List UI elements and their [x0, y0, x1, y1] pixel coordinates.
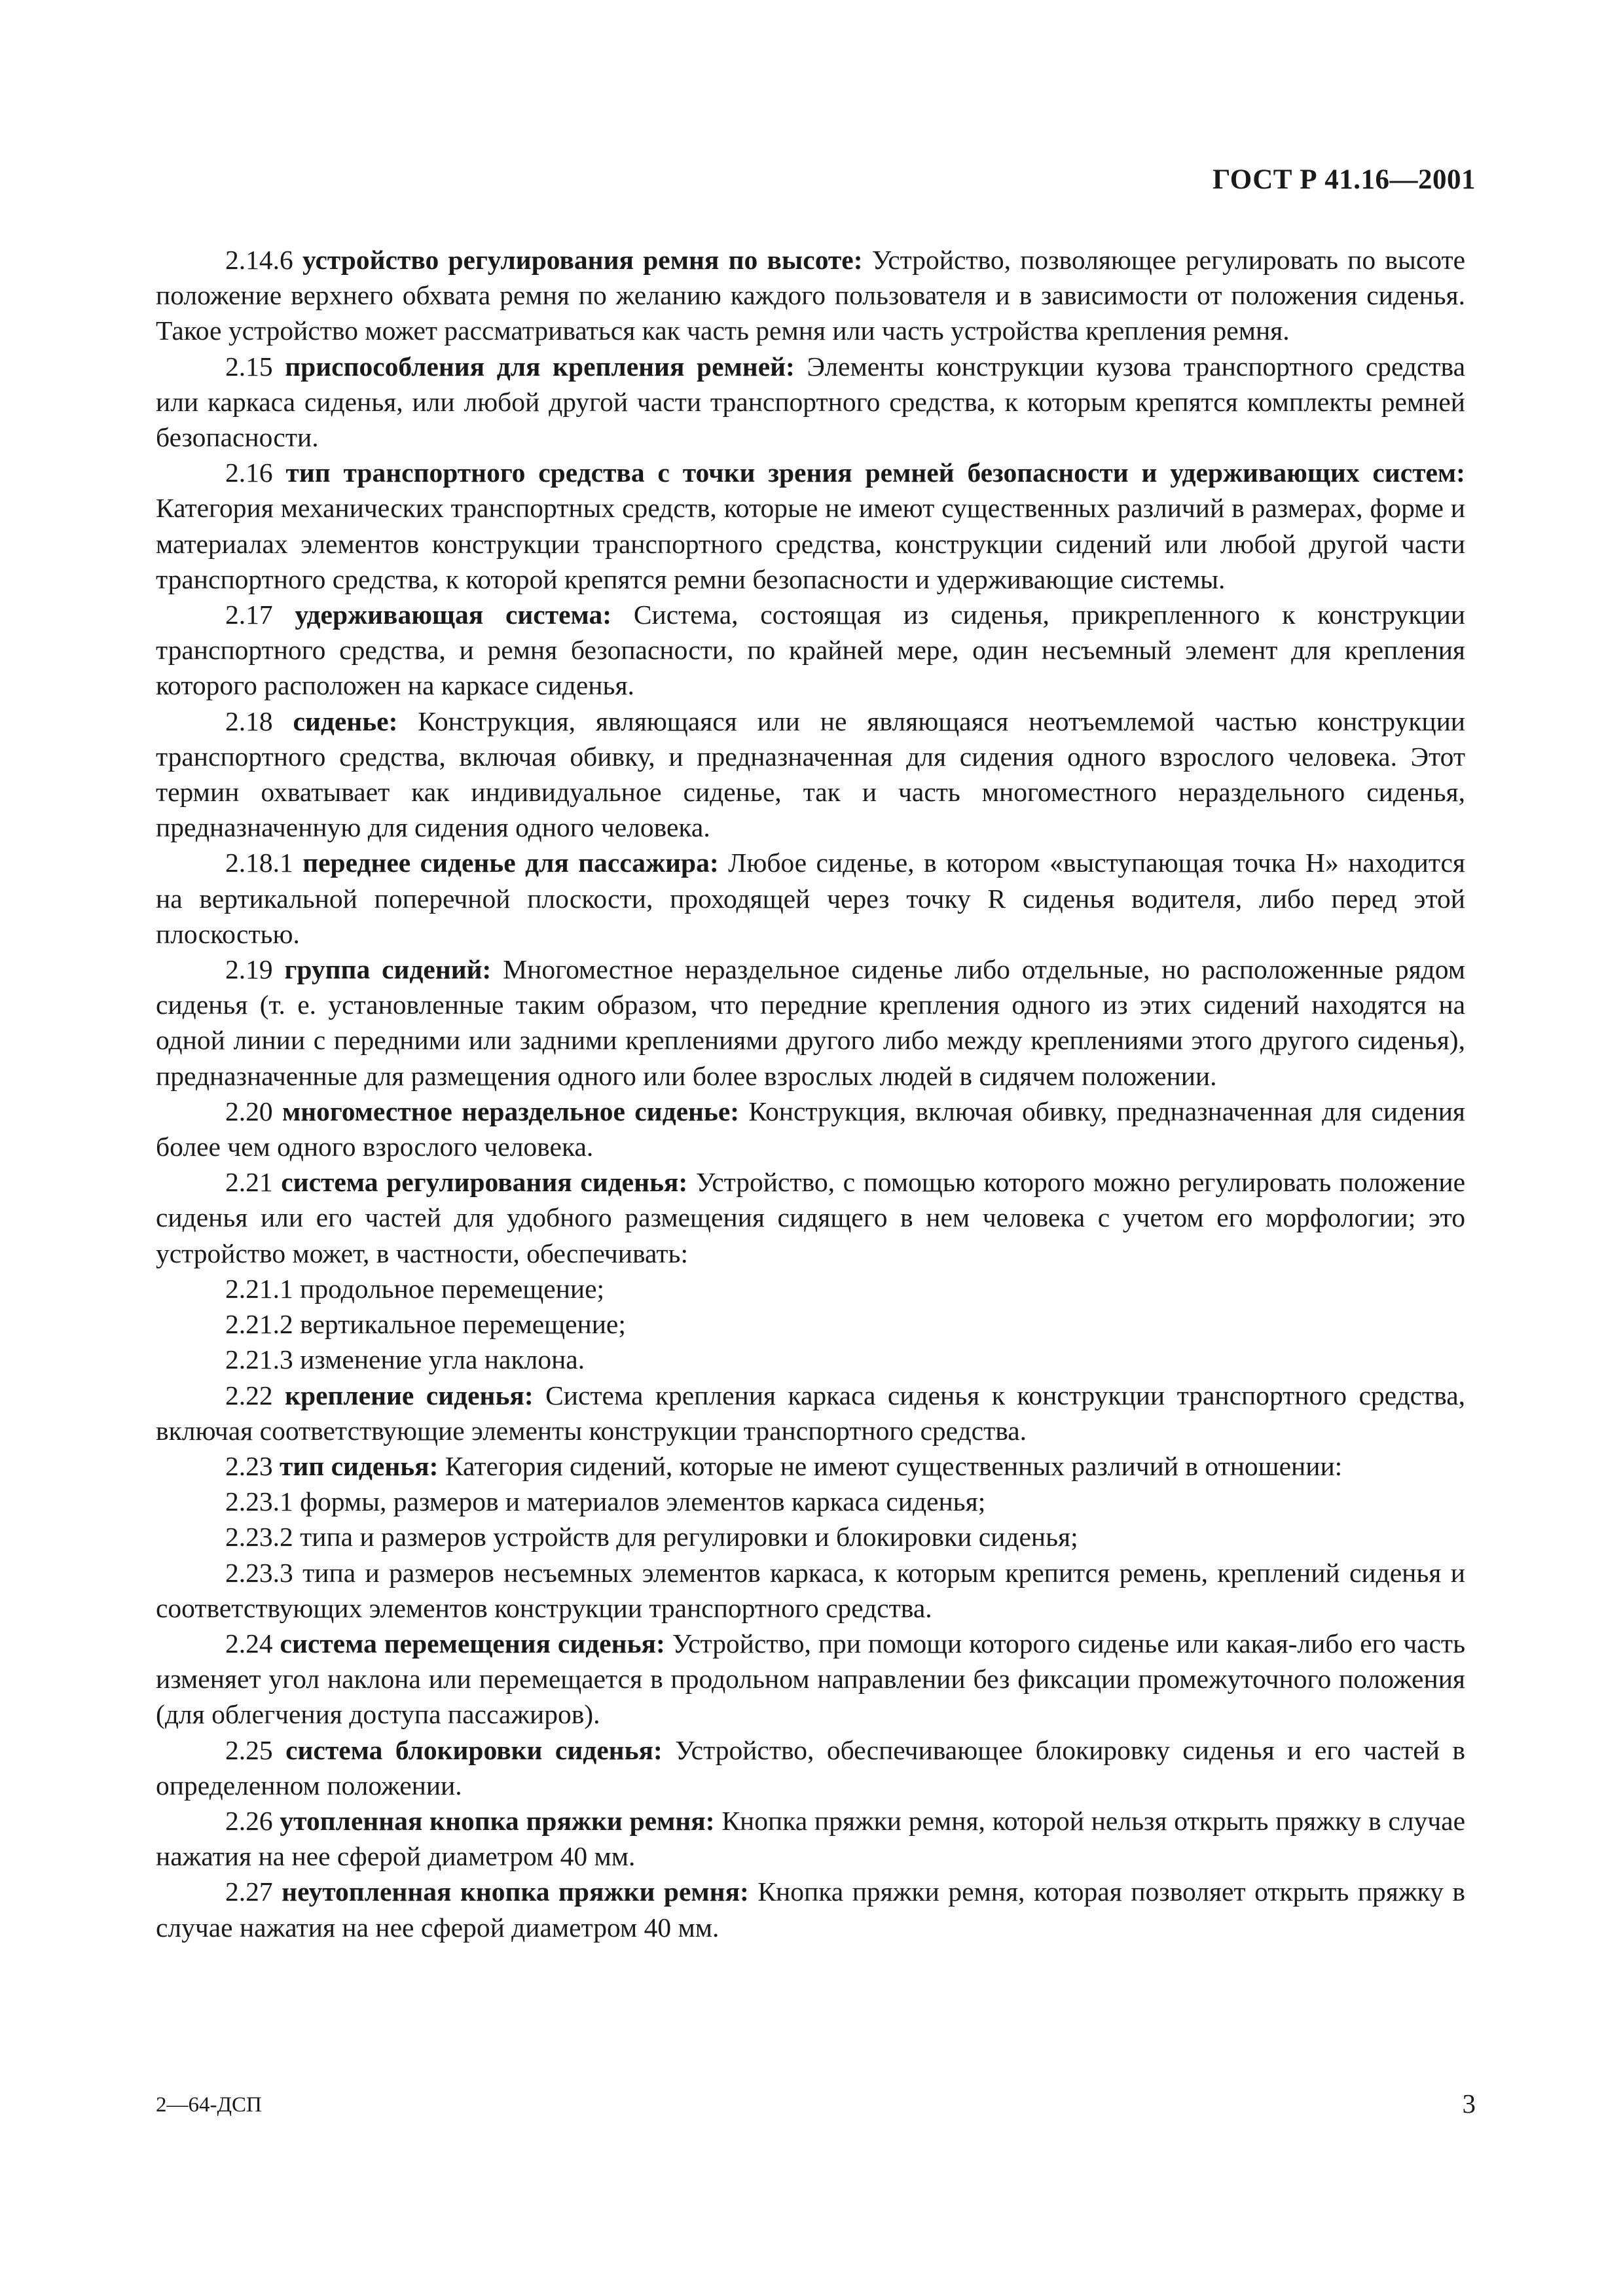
- paragraph-2-21-1: [156, 1271, 1465, 1306]
- definition: вертикальное перемещение;: [293, 1309, 626, 1340]
- definition: изменение угла наклона.: [293, 1344, 585, 1375]
- definition: Любое сиденье, в котором «выступающая точка H» находится на вертикальной поперечной плоскости, проходящей через точку R сиденья водителя, либо перед этой плоскостью.: [156, 848, 1466, 949]
- sheet-code: 2—64-ДСП: [156, 2093, 262, 2117]
- definition: Категория сидений, которые не имеют существенных различий в отношении:: [438, 1450, 1343, 1481]
- definition: продольное перемещение;: [293, 1273, 605, 1304]
- definition: Конструкция, являющаяся или не являющаяся неотъемлемой частью конструкции транспортного средства, включая обивку, и предназначенная для сидения одного взрослого человека. Этот термин охватывает как индивидуальное сиденье, так и часть многоместного нераздельного сиденья, предназначенную для сидения одного человека.: [156, 706, 1465, 843]
- term: утопленная кнопка пряжки ремня:: [280, 1805, 715, 1836]
- clause-number: 2.19: [225, 954, 273, 985]
- definition: типа и размеров устройств для регулировки и блокировки сиденья;: [293, 1522, 1078, 1552]
- definition: формы, размеров и материалов элементов каркаса сиденья;: [293, 1486, 986, 1517]
- clause-number: 2.25: [225, 1734, 273, 1765]
- clause-number: 2.21.3: [225, 1344, 293, 1375]
- term: крепление сиденья:: [285, 1380, 534, 1410]
- term: неутопленная кнопка пряжки ремня:: [282, 1876, 749, 1907]
- clause-number: 2.17: [225, 600, 273, 630]
- clause-number: 2.23.1: [225, 1486, 293, 1517]
- term: система блокировки сиденья:: [285, 1734, 663, 1765]
- paragraph-2-21: [156, 1164, 1465, 1271]
- definition: Устройство, с помощью которого можно регулировать положение сиденья или его частей для удобного размещения сидящего в нем человека с учетом его морфологии; это устройство может, в частности, обеспечивать:: [156, 1167, 1465, 1268]
- paragraph-2-21-2: [156, 1306, 1465, 1342]
- paragraph-2-16: [156, 455, 1465, 597]
- clause-number: 2.27: [225, 1876, 273, 1907]
- definition: Многоместное нераздельное сиденье либо отдельные, но расположенные рядом сиденья (т. е. установленные таким образом, что передние крепления одного из этих сидений находятся на одной линии с передними или задними креплениями другого либо между креплениями этого другого сиденья), предназначенные для размещения одного или более взрослых людей в сидячем положении.: [156, 954, 1465, 1091]
- paragraph-2-23-1: [156, 1484, 1465, 1519]
- term: устройство регулирования ремня по высоте:: [302, 245, 863, 275]
- paragraph-2-23-3: [156, 1555, 1465, 1626]
- definition: Элементы конструкции кузова транспортного средства или каркаса сиденья, или любой другой части транспортного средства, к которым крепятся комплекты ремней безопасности.: [156, 351, 1466, 453]
- clause-number: 2.23.3: [225, 1557, 293, 1588]
- paragraph-2-21-3: [156, 1342, 1465, 1377]
- paragraph-2-15: [156, 349, 1465, 456]
- paragraph-2-18-1: [156, 845, 1465, 952]
- clause-number: 2.14.6: [225, 245, 293, 275]
- definition: Кнопка пряжки ремня, которая позволяет открыть пряжку в случае нажатия на нее сферой диаметром 40 мм.: [156, 1876, 1465, 1943]
- clause-number: 2.18.1: [225, 848, 293, 878]
- term: сиденье:: [293, 706, 398, 736]
- definition: Система, состоящая из сиденья, прикрепленного к конструкции транспортного средства, и ремня безопасности, по крайней мере, один несъемный элемент для крепления которого расположен на каркасе сиденья.: [156, 600, 1466, 701]
- clause-number: 2.24: [225, 1628, 273, 1659]
- paragraph-2-23-2: [156, 1519, 1465, 1554]
- definition: Устройство, обеспечивающее блокировку сиденья и его частей в определенном положении.: [156, 1734, 1465, 1801]
- clause-number: 2.15: [225, 351, 273, 382]
- term: удерживающая система:: [295, 600, 612, 630]
- paragraph-2-14-6: [156, 242, 1465, 349]
- term: система регулирования сиденья:: [281, 1167, 688, 1198]
- page-number: 3: [1462, 2089, 1476, 2119]
- paragraph-2-18: [156, 704, 1465, 846]
- clause-number: 2.22: [225, 1380, 273, 1410]
- clause-number: 2.20: [225, 1096, 273, 1126]
- term: система перемещения сиденья:: [280, 1628, 665, 1659]
- clause-number: 2.16: [225, 457, 273, 488]
- clause-number: 2.26: [225, 1805, 273, 1836]
- term: переднее сиденье для пассажира:: [302, 848, 719, 878]
- paragraph-2-22: [156, 1378, 1465, 1448]
- paragraph-2-19: [156, 952, 1465, 1094]
- term: многоместное нераздельное сиденье:: [282, 1096, 740, 1126]
- clause-number: 2.21.1: [225, 1273, 293, 1304]
- standard-id-header: ГОСТ Р 41.16—2001: [1212, 164, 1476, 195]
- document-body: [156, 242, 1465, 1945]
- paragraph-2-23: [156, 1448, 1465, 1484]
- clause-number: 2.21: [225, 1167, 273, 1198]
- paragraph-2-26: [156, 1803, 1465, 1874]
- paragraph-2-24: [156, 1626, 1465, 1732]
- paragraph-2-20: [156, 1094, 1465, 1164]
- definition: типа и размеров несъемных элементов каркаса, к которым крепится ремень, креплений сиденья и соответствующих элементов конструкции транспортного средства.: [156, 1557, 1465, 1623]
- definition: Конструкция, включая обивку, предназначенная для сидения более чем одного взрослого человека.: [156, 1096, 1465, 1162]
- definition: Устройство, позволяющее регулировать по высоте положение верхнего обхвата ремня по желанию каждого пользователя и в зависимости от положения сиденья. Такое устройство может рассматриваться как часть ремня или часть устройства крепления ремня.: [156, 245, 1466, 346]
- term: тип транспортного средства с точки зрения ремней безопасности и удерживающих систем:: [285, 457, 1466, 488]
- clause-number: 2.18: [225, 706, 273, 736]
- definition: Категория механических транспортных средств, которые не имеют существенных различий в размерах, форме и материалах элементов конструкции транспортного средства, конструкции сидений или любой другой части транспортного средства, к которой крепятся ремни безопасности и удерживающие системы.: [156, 493, 1465, 594]
- paragraph-2-17: [156, 597, 1465, 704]
- clause-number: 2.23: [225, 1450, 273, 1481]
- paragraph-2-27: [156, 1874, 1465, 1945]
- term: группа сидений:: [284, 954, 492, 985]
- term: тип сиденья:: [280, 1450, 439, 1481]
- definition: Система крепления каркаса сиденья к конструкции транспортного средства, включая соответствующие элементы конструкции транспортного средства.: [156, 1380, 1466, 1446]
- definition: Устройство, при помощи которого сиденье или какая-либо его часть изменяет угол наклона или перемещается в продольном направлении без фиксации промежуточного положения (для облегчения доступа пассажиров).: [156, 1628, 1465, 1730]
- clause-number: 2.23.2: [225, 1522, 293, 1552]
- clause-number: 2.21.2: [225, 1309, 293, 1340]
- paragraph-2-25: [156, 1732, 1465, 1803]
- term: приспособления для крепления ремней:: [285, 351, 795, 382]
- definition: Кнопка пряжки ремня, которой нельзя открыть пряжку в случае нажатия на нее сферой диаметром 40 мм.: [156, 1805, 1465, 1872]
